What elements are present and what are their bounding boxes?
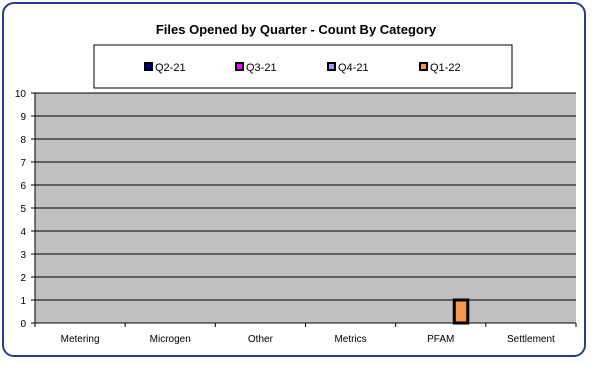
chart-title: Files Opened by Quarter - Count By Category <box>155 22 437 37</box>
y-tick-label: 6 <box>20 181 26 192</box>
y-tick-label: 2 <box>20 273 26 284</box>
y-tick-label: 1 <box>20 296 26 307</box>
y-tick-label: 8 <box>20 135 26 146</box>
x-tick-label: Metering <box>60 334 100 345</box>
x-tick-label: Settlement <box>507 334 555 345</box>
legend-swatch <box>328 63 335 70</box>
y-tick-label: 3 <box>20 250 26 261</box>
legend-swatch <box>145 63 152 70</box>
legend-label: Q1-22 <box>430 62 461 74</box>
legend-label: Q4-21 <box>338 62 369 74</box>
y-tick-label: 9 <box>20 112 26 123</box>
x-tick-label: Metrics <box>334 334 367 345</box>
x-axis <box>35 323 576 345</box>
x-tick-label: PFAM <box>427 334 455 345</box>
y-tick-label: 10 <box>14 89 26 100</box>
x-tick-label: Microgen <box>149 334 191 345</box>
bar-q1-22-pfam <box>454 300 468 323</box>
legend-label: Q2-21 <box>155 62 186 74</box>
x-tick-label: Other <box>247 334 273 345</box>
legend-swatch <box>420 63 427 70</box>
legend-swatch <box>236 63 243 70</box>
bars <box>454 300 468 323</box>
y-axis <box>15 89 35 330</box>
y-tick-label: 5 <box>20 204 26 215</box>
y-tick-label: 7 <box>20 158 26 169</box>
y-tick-label: 0 <box>20 319 26 330</box>
legend-label: Q3-21 <box>246 62 277 74</box>
y-tick-label: 4 <box>20 227 26 238</box>
